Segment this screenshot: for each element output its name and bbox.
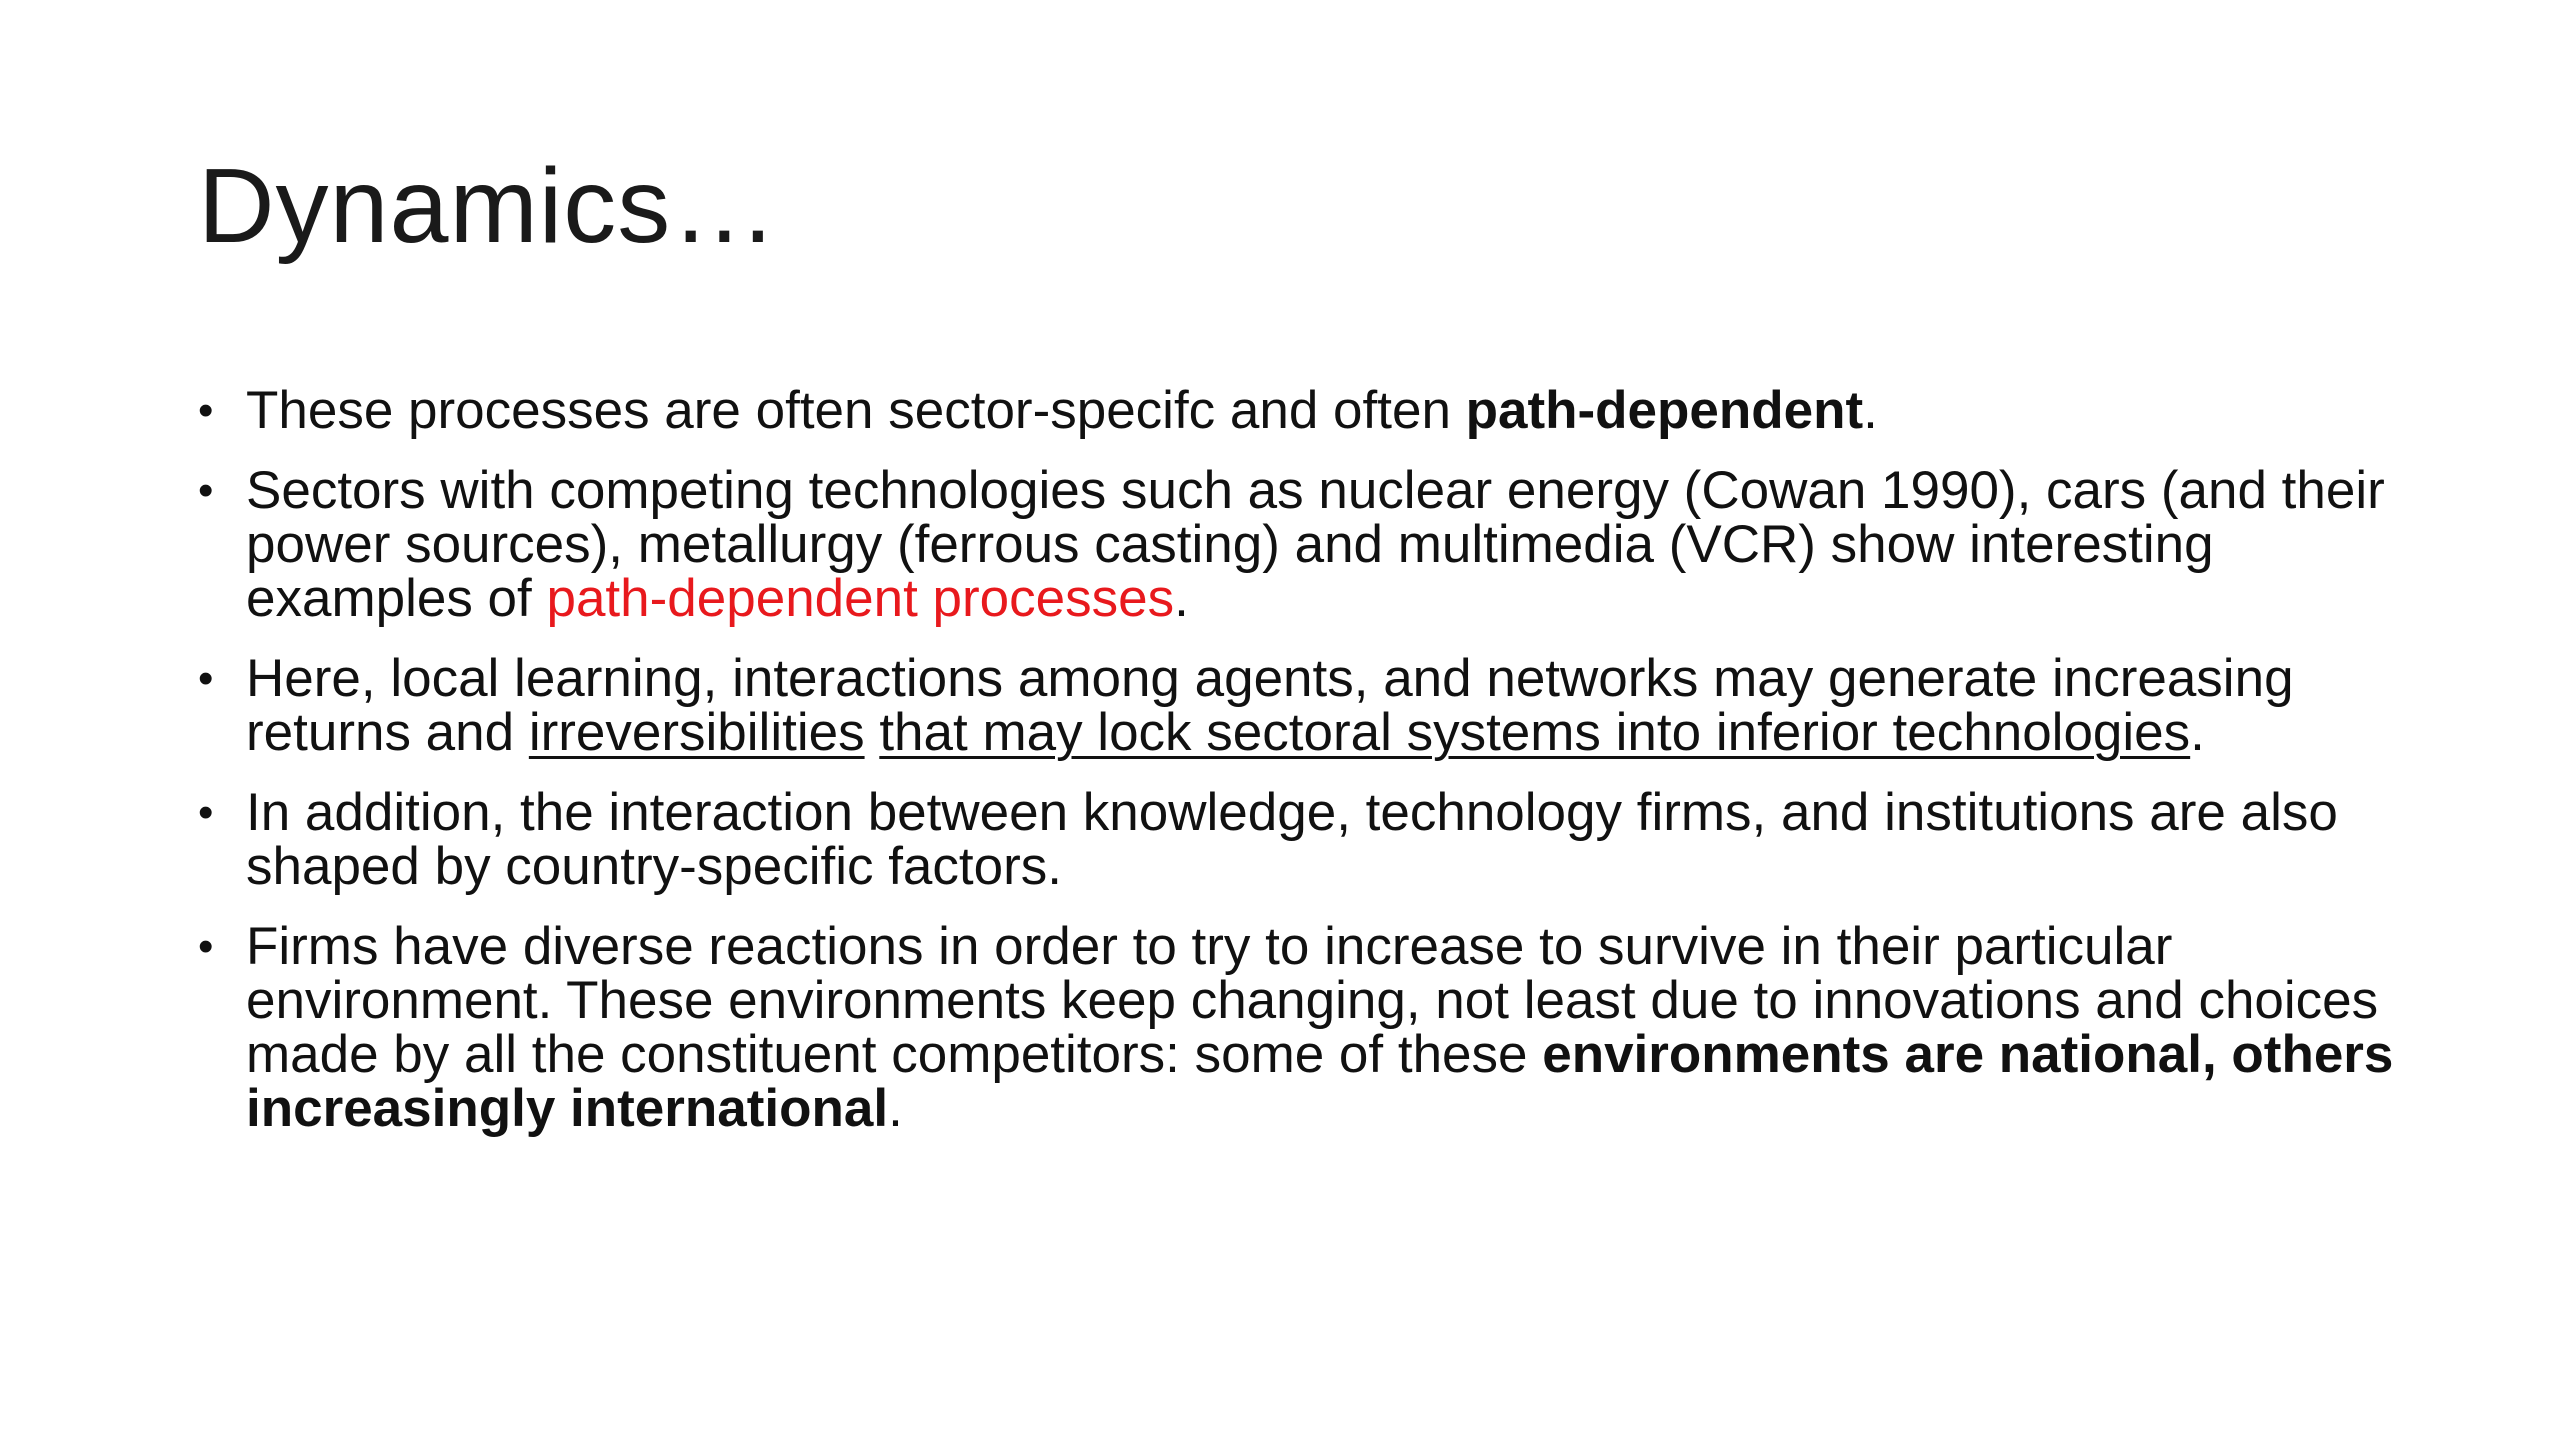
underlined-phrase: that may lock sectoral systems into inferior technologies (879, 703, 2191, 762)
bullet-text: Here, local learning, interactions among agents, and networks may generate increasing returns and (246, 649, 2294, 762)
bullet-text: Sectors with competing technologies such as nuclear energy (Cowan 1990), cars (and their power sources), metallurgy (ferrous casting) and multimedia (VCR) show interesting examples of (246, 461, 2385, 628)
bullet-text-end: . (888, 1079, 903, 1138)
bullet-marker: • (198, 386, 214, 435)
underlined-phrase: irreversibilities (528, 703, 865, 762)
bullet-item-2 (196, 461, 2436, 628)
bullet-list (196, 381, 2436, 1162)
bullet-marker: • (198, 654, 214, 703)
bullet-item-4 (196, 783, 2436, 896)
bullet-item-3 (196, 649, 2436, 762)
slide-title: Dynamics… (198, 147, 779, 265)
bullet-marker: • (198, 922, 214, 971)
bold-phrase: path-dependent (1465, 381, 1864, 440)
bullet-item-1 (196, 381, 2436, 440)
bold-phrase: environments are national, others increasingly international (246, 1025, 2394, 1138)
bullet-text-end: . (2190, 703, 2205, 762)
bullet-text-space (865, 703, 880, 762)
highlighted-phrase: path-dependent processes (546, 569, 1175, 628)
bullet-text-end: . (1863, 381, 1878, 440)
bullet-marker: • (198, 788, 214, 837)
bullet-text: In addition, the interaction between knowledge, technology firms, and institutions are also shaped by country-specific factors. (246, 783, 2338, 896)
bullet-text: Firms have diverse reactions in order to try to increase to survive in their particular environment. These environments keep changing, not least due to innovations and choices made by all the constituent competitors: some of these (246, 917, 2379, 1084)
bullet-text: These processes are often sector-specifc and often (246, 381, 1466, 440)
bullet-item-5 (196, 917, 2436, 1138)
bullet-marker: • (198, 466, 214, 515)
bullet-text-end: . (1174, 569, 1189, 628)
